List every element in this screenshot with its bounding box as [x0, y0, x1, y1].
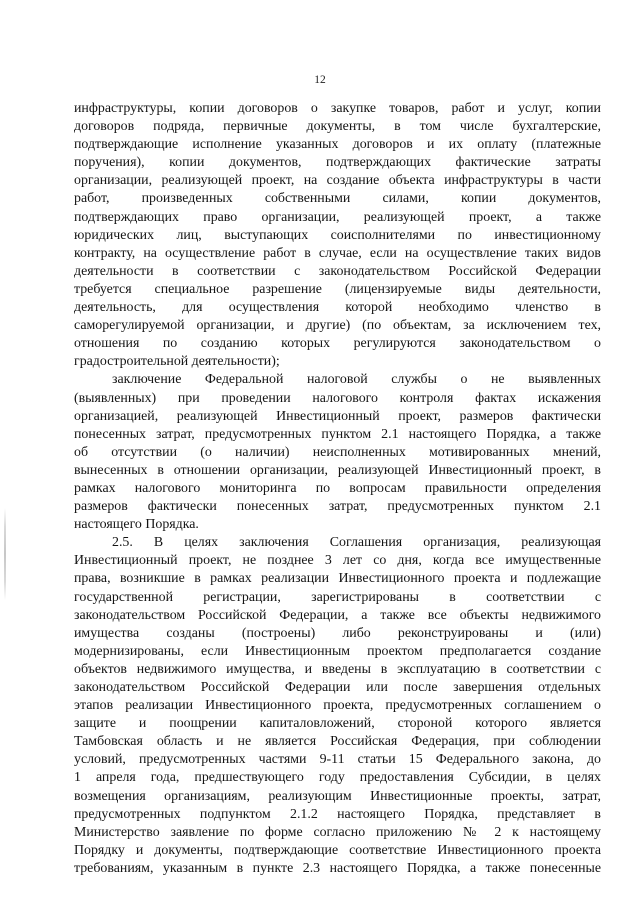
text-line: Министерство заявление по форме согласно приложению № 2 к настоящему — [74, 824, 601, 840]
text-line: требованиям, указанным в пункте 2.3 настоящего Порядка, а также понесенные — [74, 860, 601, 876]
text-line: рамках налогового мониторинга по вопросам правильности определения — [74, 480, 601, 496]
text-line: предусмотренных подпунктом 2.1.2 настоящего Порядка, представляет в — [74, 806, 601, 822]
text-line: деятельности в соответствии с законодательством Российской Федерации — [74, 263, 601, 279]
text-line: деятельность, для осуществления которой необходимо членство в — [74, 300, 601, 316]
paragraph-clause-2-5 — [74, 534, 601, 878]
text-line: защите и поощрении капиталовложений, стороной которого является — [74, 716, 601, 732]
text-line: законодательством Российской Федерации или после завершения отдельных — [74, 680, 601, 695]
document-body — [74, 100, 601, 878]
text-line: организацией, реализующей Инвестиционный проект, размеров фактически — [74, 408, 601, 424]
text-line: договоров подряда, первичные документы, в том числе бухгалтерские, — [74, 119, 601, 135]
text-line: саморегулируемой организации, и другие) (по объектам, за исключением тех, — [74, 318, 601, 334]
page-number: 12 — [314, 74, 326, 86]
text-line: настоящего Порядка. — [74, 517, 199, 533]
text-line: вынесенных в отношении организации, реализующей Инвестиционный проект, в — [74, 462, 601, 478]
text-line: понесенных затрат, предусмотренных пунктом 2.1 настоящего Порядка, а также — [74, 426, 601, 442]
text-line: заключение Федеральной налоговой службы о не выявленных — [112, 372, 601, 388]
text-line: подтверждающие исполнение указанных договоров и их оплату (платежные — [74, 137, 601, 153]
text-line: контракту, на осуществление работ в случае, если на осуществление таких видов — [74, 245, 601, 261]
text-line: 1 апреля года, предшествующего году предоставления Субсидии, в целях — [74, 770, 601, 786]
text-line: государственной регистрации, зарегистрированы в соответствии с — [74, 589, 601, 605]
paragraph-infrastructure-documents — [74, 100, 601, 371]
text-line: организации, реализующей проект, на создание объекта инфраструктуры в части — [74, 173, 601, 189]
text-line: Тамбовская область и не является Российская Федерация, при соблюдении — [74, 734, 601, 750]
text-line: юридических лиц, выступающих соисполнителями по инвестиционному — [74, 227, 601, 243]
text-line: модернизированы, если Инвестиционным проектом предполагается создание — [74, 643, 601, 659]
scan-edge-mark — [4, 508, 6, 600]
text-line: требуется специальное разрешение (лицензируемые виды деятельности, — [74, 281, 601, 297]
text-line: работ, произведенных собственными силами, копии документов, — [74, 191, 601, 207]
text-line: поручения), копии документов, подтверждающих фактические затраты — [74, 155, 601, 171]
text-line: градостроительной деятельности); — [74, 354, 280, 370]
text-line: имущества созданы (построены) либо реконструированы и (или) — [74, 625, 601, 641]
text-line: отношения по созданию которых регулируются законодательством о — [74, 336, 601, 352]
text-line: (выявленных) при проведении налогового контроля фактах искажения — [74, 390, 601, 406]
text-line: об отсутствии (о наличии) неисполненных мотивированных мнений, — [74, 444, 601, 460]
text-line: условий, предусмотренных частями 9-11 статьи 15 Федерального закона, до — [74, 752, 601, 768]
text-line: подтверждающих право организации, реализующей проект, а также — [74, 209, 601, 225]
text-line: возмещения организациям, реализующим Инвестиционные проекты, затрат, — [74, 788, 601, 804]
text-line: инфраструктуры, копии договоров о закупке товаров, работ и услуг, копии — [74, 101, 601, 116]
paragraph-tax-service-conclusion — [74, 371, 601, 534]
text-line: объектов недвижимого имущества, и введены в эксплуатацию в соответствии с — [74, 661, 601, 677]
text-line: Инвестиционный проект, не позднее 3 лет со дня, когда все имущественные — [74, 553, 601, 569]
text-line: законодательством Российской Федерации, а также все объекты недвижимого — [74, 607, 601, 623]
text-line: этапов реализации Инвестиционного проекта, предусмотренных соглашением о — [74, 698, 601, 714]
text-line: Порядку и документы, подтверждающие соответствие Инвестиционного проекта — [74, 842, 601, 858]
text-line: права, возникшие в рамках реализации Инвестиционного проекта и подлежащие — [74, 571, 601, 587]
text-line: 2.5. В целях заключения Соглашения организация, реализующая — [112, 535, 601, 551]
text-line: размеров фактически понесенных затрат, предусмотренных пунктом 2.1 — [74, 499, 601, 515]
